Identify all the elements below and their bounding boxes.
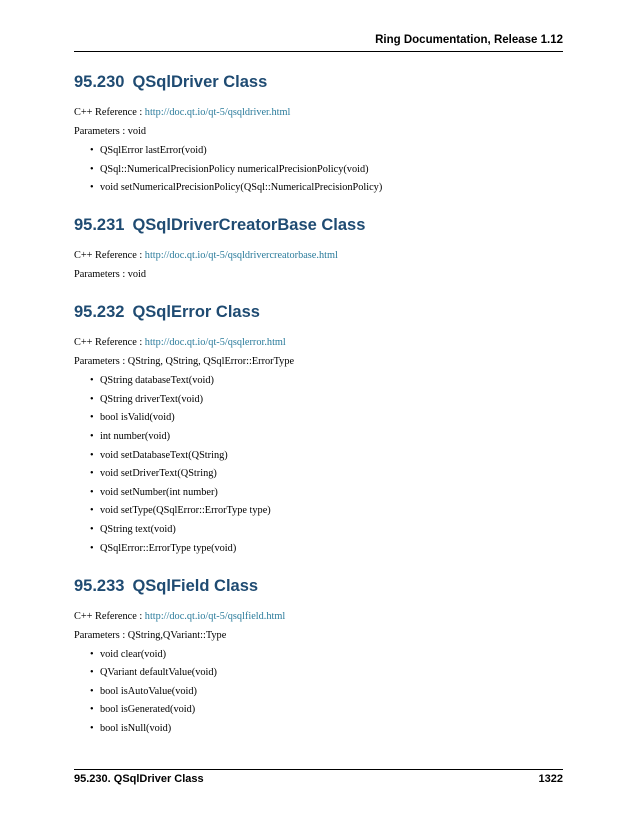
section-title: QSqlError Class bbox=[132, 303, 260, 322]
bullet-icon: • bbox=[90, 393, 94, 405]
cpp-reference-line bbox=[74, 106, 563, 119]
section-number: 95.231 bbox=[74, 216, 125, 235]
bullet-icon: • bbox=[90, 505, 94, 517]
method-signature: QSql::NumericalPrecisionPolicy numericalPrecisionPolicy(void) bbox=[100, 163, 369, 175]
section-title: QSqlDriver Class bbox=[132, 73, 268, 91]
section-number: 95.232 bbox=[74, 303, 125, 322]
method-signature: bool isAutoValue(void) bbox=[100, 685, 197, 697]
method-signature: bool isNull(void) bbox=[100, 722, 172, 734]
method-list bbox=[74, 374, 563, 554]
bullet-icon: • bbox=[90, 542, 94, 554]
cpp-reference-label: C++ Reference : bbox=[74, 610, 145, 622]
method-item bbox=[90, 430, 563, 443]
cpp-reference-label: C++ Reference : bbox=[74, 250, 145, 262]
bullet-icon: • bbox=[90, 430, 94, 442]
method-signature: int number(void) bbox=[100, 430, 171, 442]
bullet-icon: • bbox=[90, 145, 94, 156]
method-item bbox=[90, 181, 563, 194]
footer-section: 95.230. QSqlDriver Class bbox=[74, 773, 204, 785]
section-title: QSqlField Class bbox=[132, 576, 259, 595]
bullet-icon: • bbox=[90, 163, 94, 175]
method-item bbox=[90, 374, 563, 387]
method-item bbox=[90, 666, 563, 679]
method-signature: QString driverText(void) bbox=[100, 393, 204, 405]
method-signature: bool isValid(void) bbox=[100, 412, 175, 424]
bullet-icon: • bbox=[90, 648, 94, 660]
method-signature: QSqlError::ErrorType type(void) bbox=[100, 542, 237, 554]
doc-section bbox=[74, 72, 563, 194]
page-content bbox=[74, 72, 563, 756]
cpp-reference-link[interactable]: http://doc.qt.io/qt-5/qsqldriver.html bbox=[144, 107, 291, 118]
method-signature: QSqlError lastError(void) bbox=[100, 145, 207, 156]
bullet-icon: • bbox=[90, 704, 94, 716]
method-item bbox=[90, 163, 563, 176]
method-item bbox=[90, 449, 563, 462]
parameters-line: Parameters : QString, QString, QSqlError::ErrorType bbox=[74, 356, 295, 368]
method-item bbox=[90, 144, 563, 157]
running-footer bbox=[74, 769, 563, 785]
bullet-icon: • bbox=[90, 486, 94, 498]
method-signature: void clear(void) bbox=[100, 648, 167, 660]
bullet-icon: • bbox=[90, 375, 94, 387]
bullet-icon: • bbox=[90, 449, 94, 461]
parameters-line: Parameters : void bbox=[74, 269, 147, 281]
method-signature: void setNumericalPrecisionPolicy(QSql::NumericalPrecisionPolicy) bbox=[100, 182, 383, 194]
cpp-reference-line bbox=[74, 610, 563, 623]
method-item bbox=[90, 504, 563, 517]
doc-section bbox=[74, 576, 563, 735]
cpp-reference-link[interactable]: http://doc.qt.io/qt-5/qsqlfield.html bbox=[144, 610, 286, 622]
bullet-icon: • bbox=[90, 412, 94, 424]
method-list bbox=[74, 648, 563, 735]
method-item bbox=[90, 703, 563, 716]
bullet-icon: • bbox=[90, 722, 94, 734]
doc-section bbox=[74, 302, 563, 554]
cpp-reference-link[interactable]: http://doc.qt.io/qt-5/qsqldrivercreatorbase.html bbox=[144, 250, 338, 262]
method-item bbox=[90, 523, 563, 536]
parameters-line: Parameters : void bbox=[74, 126, 147, 137]
method-signature: void setDriverText(QString) bbox=[100, 468, 217, 480]
method-signature: bool isGenerated(void) bbox=[100, 704, 196, 716]
method-signature: void setDatabaseText(QString) bbox=[100, 449, 228, 461]
doc-section bbox=[74, 215, 563, 281]
bullet-icon: • bbox=[90, 182, 94, 194]
method-signature: void setNumber(int number) bbox=[100, 486, 218, 498]
bullet-icon: • bbox=[90, 685, 94, 697]
method-item bbox=[90, 685, 563, 698]
method-signature: void setType(QSqlError::ErrorType type) bbox=[100, 505, 271, 517]
cpp-reference-link[interactable]: http://doc.qt.io/qt-5/qsqlerror.html bbox=[144, 337, 286, 349]
method-item bbox=[90, 542, 563, 555]
bullet-icon: • bbox=[90, 468, 94, 480]
section-heading bbox=[74, 302, 563, 322]
method-item bbox=[90, 393, 563, 406]
method-signature: QString databaseText(void) bbox=[100, 375, 214, 387]
bullet-icon: • bbox=[90, 523, 94, 535]
running-header bbox=[74, 34, 563, 52]
method-item bbox=[90, 467, 563, 480]
section-heading bbox=[74, 215, 563, 235]
cpp-reference-line bbox=[74, 336, 563, 349]
footer-page-number: 1322 bbox=[538, 773, 563, 785]
method-signature: QString text(void) bbox=[100, 523, 176, 535]
method-item bbox=[90, 648, 563, 661]
section-title: QSqlDriverCreatorBase Class bbox=[132, 216, 366, 235]
method-list bbox=[74, 144, 563, 194]
section-number: 95.230 bbox=[74, 73, 125, 91]
method-item bbox=[90, 722, 563, 735]
header-title: Ring Documentation, Release 1.12 bbox=[375, 34, 563, 46]
section-number: 95.233 bbox=[74, 576, 125, 595]
cpp-reference-label: C++ Reference : bbox=[74, 107, 145, 118]
section-heading bbox=[74, 576, 563, 596]
method-item bbox=[90, 486, 563, 499]
method-signature: QVariant defaultValue(void) bbox=[100, 667, 217, 679]
method-item bbox=[90, 411, 563, 424]
cpp-reference-line bbox=[74, 249, 563, 262]
bullet-icon: • bbox=[90, 667, 94, 679]
parameters-line: Parameters : QString,QVariant::Type bbox=[74, 629, 227, 641]
section-heading bbox=[74, 72, 563, 92]
cpp-reference-label: C++ Reference : bbox=[74, 337, 145, 349]
